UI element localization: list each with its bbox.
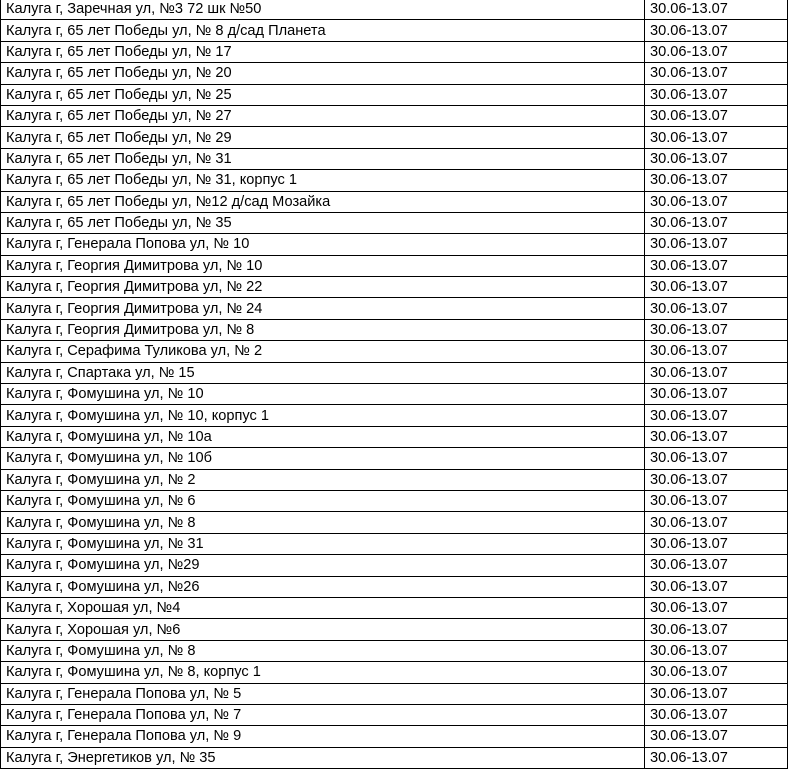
period-cell[interactable]: 30.06-13.07 [645, 405, 788, 426]
period-cell[interactable]: 30.06-13.07 [645, 469, 788, 490]
period-cell[interactable]: 30.06-13.07 [645, 84, 788, 105]
address-cell[interactable]: Калуга г, Фомушина ул, № 10, корпус 1 [1, 405, 645, 426]
table-row[interactable] [1, 298, 788, 319]
period-cell[interactable]: 30.06-13.07 [645, 212, 788, 233]
table-row[interactable] [1, 212, 788, 233]
table-row[interactable] [1, 20, 788, 41]
table-row[interactable] [1, 277, 788, 298]
address-cell[interactable]: Калуга г, 65 лет Победы ул, № 31, корпус 1 [1, 170, 645, 191]
address-cell[interactable]: Калуга г, Генерала Попова ул, № 5 [1, 683, 645, 704]
period-cell[interactable]: 30.06-13.07 [645, 234, 788, 255]
table-row[interactable] [1, 148, 788, 169]
address-cell[interactable]: Калуга г, Генерала Попова ул, № 10 [1, 234, 645, 255]
table-row[interactable] [1, 640, 788, 661]
table-row[interactable] [1, 63, 788, 84]
address-cell[interactable]: Калуга г, Георгия Димитрова ул, № 24 [1, 298, 645, 319]
table-row[interactable] [1, 747, 788, 768]
address-cell[interactable]: Калуга г, 65 лет Победы ул, № 35 [1, 212, 645, 233]
period-cell[interactable]: 30.06-13.07 [645, 191, 788, 212]
period-cell[interactable]: 30.06-13.07 [645, 490, 788, 511]
period-cell[interactable]: 30.06-13.07 [645, 662, 788, 683]
table-row[interactable] [1, 362, 788, 383]
period-cell[interactable]: 30.06-13.07 [645, 255, 788, 276]
address-cell[interactable]: Калуга г, Фомушина ул, № 31 [1, 533, 645, 554]
table-row[interactable] [1, 319, 788, 340]
table-row[interactable] [1, 234, 788, 255]
address-cell[interactable]: Калуга г, Фомушина ул, № 10б [1, 448, 645, 469]
period-cell[interactable]: 30.06-13.07 [645, 384, 788, 405]
table-row[interactable] [1, 512, 788, 533]
period-cell[interactable]: 30.06-13.07 [645, 362, 788, 383]
period-cell[interactable]: 30.06-13.07 [645, 277, 788, 298]
period-cell[interactable]: 30.06-13.07 [645, 619, 788, 640]
address-cell[interactable]: Калуга г, Фомушина ул, № 8 [1, 640, 645, 661]
table-row[interactable] [1, 105, 788, 126]
address-cell[interactable]: Калуга г, Фомушина ул, № 8 [1, 512, 645, 533]
table-row[interactable] [1, 597, 788, 618]
period-cell[interactable]: 30.06-13.07 [645, 148, 788, 169]
period-cell[interactable]: 30.06-13.07 [645, 63, 788, 84]
table-row[interactable] [1, 191, 788, 212]
address-cell[interactable]: Калуга г, 65 лет Победы ул, № 27 [1, 105, 645, 126]
table-row[interactable] [1, 341, 788, 362]
period-cell[interactable]: 30.06-13.07 [645, 319, 788, 340]
address-cell[interactable]: Калуга г, 65 лет Победы ул, № 20 [1, 63, 645, 84]
address-cell[interactable]: Калуга г, Георгия Димитрова ул, № 8 [1, 319, 645, 340]
table-row[interactable] [1, 469, 788, 490]
period-cell[interactable]: 30.06-13.07 [645, 576, 788, 597]
address-cell[interactable]: Калуга г, Фомушина ул, № 6 [1, 490, 645, 511]
address-cell[interactable]: Калуга г, 65 лет Победы ул, №12 д/сад Мозайка [1, 191, 645, 212]
period-cell[interactable]: 30.06-13.07 [645, 597, 788, 618]
table-row[interactable] [1, 490, 788, 511]
table-row[interactable] [1, 41, 788, 62]
period-cell[interactable]: 30.06-13.07 [645, 640, 788, 661]
address-cell[interactable]: Калуга г, Генерала Попова ул, № 9 [1, 726, 645, 747]
table-row[interactable] [1, 127, 788, 148]
table-row[interactable] [1, 619, 788, 640]
address-cell[interactable]: Калуга г, Фомушина ул, №29 [1, 555, 645, 576]
period-cell[interactable]: 30.06-13.07 [645, 170, 788, 191]
address-cell[interactable]: Калуга г, 65 лет Победы ул, № 29 [1, 127, 645, 148]
address-cell[interactable]: Калуга г, 65 лет Победы ул, № 25 [1, 84, 645, 105]
address-cell[interactable]: Калуга г, Энергетиков ул, № 35 [1, 747, 645, 768]
address-cell[interactable]: Калуга г, 65 лет Победы ул, № 8 д/сад Планета [1, 20, 645, 41]
table-row[interactable] [1, 0, 788, 20]
address-cell[interactable]: Калуга г, Фомушина ул, № 2 [1, 469, 645, 490]
period-cell[interactable]: 30.06-13.07 [645, 683, 788, 704]
table-row[interactable] [1, 662, 788, 683]
table-row[interactable] [1, 555, 788, 576]
period-cell[interactable]: 30.06-13.07 [645, 726, 788, 747]
period-cell[interactable]: 30.06-13.07 [645, 20, 788, 41]
period-cell[interactable]: 30.06-13.07 [645, 0, 788, 20]
address-cell[interactable]: Калуга г, Заречная ул, №3 72 шк №50 [1, 0, 645, 20]
address-cell[interactable]: Калуга г, Фомушина ул, №26 [1, 576, 645, 597]
period-cell[interactable]: 30.06-13.07 [645, 105, 788, 126]
table-row[interactable] [1, 405, 788, 426]
address-cell[interactable]: Калуга г, Фомушина ул, № 10а [1, 426, 645, 447]
period-cell[interactable]: 30.06-13.07 [645, 533, 788, 554]
period-cell[interactable]: 30.06-13.07 [645, 555, 788, 576]
period-cell[interactable]: 30.06-13.07 [645, 41, 788, 62]
table-row[interactable] [1, 726, 788, 747]
address-cell[interactable]: Калуга г, Фомушина ул, № 8, корпус 1 [1, 662, 645, 683]
table-row[interactable] [1, 426, 788, 447]
address-cell[interactable]: Калуга г, Спартака ул, № 15 [1, 362, 645, 383]
address-cell[interactable]: Калуга г, Генерала Попова ул, № 7 [1, 704, 645, 725]
period-cell[interactable]: 30.06-13.07 [645, 747, 788, 768]
address-cell[interactable]: Калуга г, Серафима Туликова ул, № 2 [1, 341, 645, 362]
period-cell[interactable]: 30.06-13.07 [645, 448, 788, 469]
address-cell[interactable]: Калуга г, Георгия Димитрова ул, № 10 [1, 255, 645, 276]
address-cell[interactable]: Калуга г, Хорошая ул, №4 [1, 597, 645, 618]
period-cell[interactable]: 30.06-13.07 [645, 341, 788, 362]
table-row[interactable] [1, 255, 788, 276]
address-cell[interactable]: Калуга г, 65 лет Победы ул, № 31 [1, 148, 645, 169]
address-cell[interactable]: Калуга г, 65 лет Победы ул, № 17 [1, 41, 645, 62]
table-row[interactable] [1, 683, 788, 704]
table-row[interactable] [1, 448, 788, 469]
address-cell[interactable]: Калуга г, Хорошая ул, №6 [1, 619, 645, 640]
address-cell[interactable]: Калуга г, Фомушина ул, № 10 [1, 384, 645, 405]
table-body [1, 0, 788, 769]
table-row[interactable] [1, 576, 788, 597]
table-row[interactable] [1, 170, 788, 191]
period-cell[interactable]: 30.06-13.07 [645, 127, 788, 148]
period-cell[interactable]: 30.06-13.07 [645, 704, 788, 725]
period-cell[interactable]: 30.06-13.07 [645, 426, 788, 447]
table-row[interactable] [1, 704, 788, 725]
table-row[interactable] [1, 533, 788, 554]
address-cell[interactable]: Калуга г, Георгия Димитрова ул, № 22 [1, 277, 645, 298]
period-cell[interactable]: 30.06-13.07 [645, 298, 788, 319]
table-row[interactable] [1, 84, 788, 105]
table-row[interactable] [1, 384, 788, 405]
period-cell[interactable]: 30.06-13.07 [645, 512, 788, 533]
